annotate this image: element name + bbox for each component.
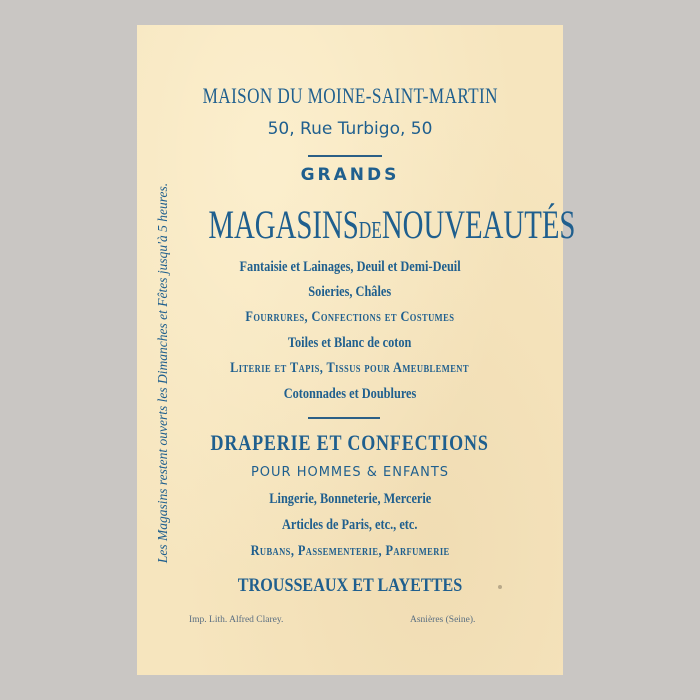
- house-name: [137, 83, 563, 109]
- printer-credit: Imp. Lith. Alfred Clarey.: [189, 615, 284, 625]
- ink-speck: [498, 585, 502, 589]
- heading-nouveautes: NOUVEAUTÉS: [381, 202, 576, 247]
- section2-subtitle: POUR HOMMES & ENFANTS: [250, 465, 450, 480]
- house-name-text: MAISON DU MOINE-SAINT-MARTIN: [202, 83, 498, 108]
- heading-de: DE: [358, 218, 382, 244]
- address: 50, Rue Turbigo, 50: [267, 119, 433, 139]
- opening-hours-note: Les Magasins restent ouverts les Dimanches et Fêtes jusqu'à 5 heures.: [155, 182, 170, 564]
- list-item: Soieries, Châles: [308, 284, 392, 300]
- trade-card: [137, 25, 576, 675]
- list-item: Lingerie, Bonneterie, Mercerie: [268, 491, 431, 507]
- list-item: Rubans, Passementerie, Parfumerie: [250, 543, 450, 559]
- printer-location: Asnières (Seine).: [410, 615, 476, 625]
- divider-middle: [308, 417, 380, 419]
- list-item: Cotonnades et Doublures: [283, 386, 417, 402]
- divider-top: [308, 155, 382, 157]
- section2-heading: DRAPERIE ET CONFECTIONS: [210, 430, 490, 455]
- grands-heading: GRANDS: [300, 165, 400, 185]
- list-item: Fantaisie et Lainages, Deuil et Demi-Deuil: [239, 259, 461, 275]
- list-item: Articles de Paris, etc., etc.: [282, 517, 418, 533]
- closing-heading: TROUSSEAUX ET LAYETTES: [237, 575, 463, 596]
- list-item: Toiles et Blanc de coton: [288, 335, 412, 351]
- main-heading: [137, 201, 576, 248]
- heading-magasins: MAGASINS: [208, 202, 359, 247]
- list-item: Literie et Tapis, Tissus pour Ameublement: [230, 360, 470, 376]
- list-item: Fourrures, Confections et Costumes: [245, 309, 455, 325]
